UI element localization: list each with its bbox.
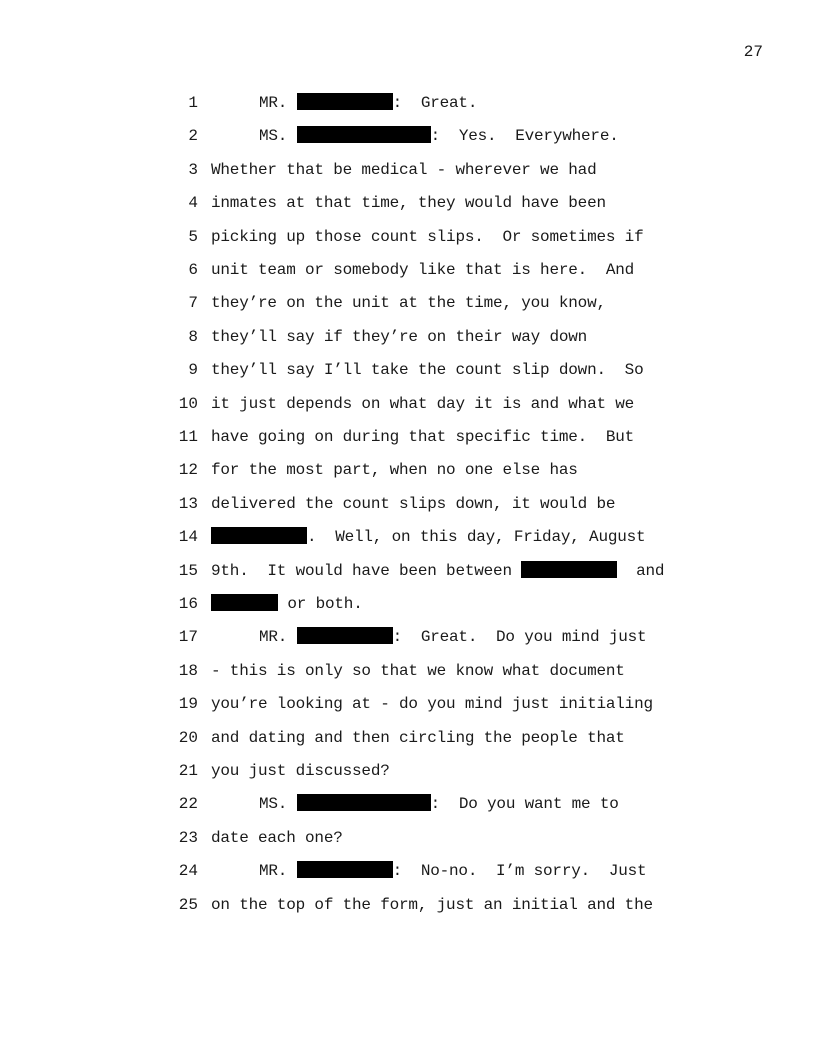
transcript-line [0, 895, 816, 915]
transcript-line [0, 694, 816, 714]
line-number: 15 [178, 561, 198, 580]
line-text [211, 260, 634, 280]
transcript-line [0, 594, 816, 614]
line-number: 14 [178, 528, 198, 547]
line-text [211, 694, 653, 714]
text-segment: it just depends on what day it is and what we [211, 394, 635, 413]
line-number: 23 [178, 828, 198, 847]
transcript-line [0, 494, 816, 514]
redaction-box [211, 594, 278, 611]
line-number: 19 [178, 695, 198, 714]
line-text [211, 594, 363, 614]
line-text [211, 494, 615, 514]
transcript-line [0, 460, 816, 480]
redaction-box [297, 93, 393, 110]
text-segment: unit team or somebody like that is here. And [211, 261, 635, 279]
transcript-line [0, 627, 816, 647]
text-segment: . Well, on this day, Friday, August [307, 528, 646, 547]
line-text [211, 327, 587, 347]
line-text [259, 627, 646, 647]
line-number: 9 [188, 361, 198, 380]
redaction-box [297, 861, 393, 878]
transcript-line [0, 861, 816, 881]
line-text [211, 561, 664, 581]
line-text [211, 360, 643, 380]
transcript-line [0, 260, 816, 280]
text-segment: : Do you want me to [430, 795, 619, 814]
text-segment: and dating and then circling the people that [211, 728, 625, 747]
transcript-line [0, 327, 816, 347]
line-text [211, 527, 645, 547]
text-segment: MR. [259, 628, 297, 647]
line-number: 25 [178, 895, 198, 914]
line-text [211, 828, 343, 848]
line-number: 1 [188, 94, 198, 112]
redaction-box [521, 561, 617, 578]
transcript-line [0, 93, 816, 113]
text-segment: you just discussed? [211, 762, 390, 780]
line-number: 8 [188, 327, 198, 346]
line-number: 12 [178, 461, 198, 480]
transcript-line [0, 794, 816, 814]
transcript-line [0, 661, 816, 681]
transcript-line [0, 427, 816, 447]
line-text [211, 193, 606, 213]
text-segment: : Great. [392, 94, 478, 112]
text-segment: : Yes. Everywhere. [430, 127, 619, 146]
text-segment: MS. [259, 127, 297, 146]
text-segment: they’ll say if they’re on their way down [211, 327, 588, 346]
line-text [211, 661, 625, 681]
line-text [211, 427, 634, 447]
text-segment: MR. [259, 862, 297, 881]
redaction-box [297, 627, 393, 644]
text-segment: inmates at that time, they would have been [211, 194, 606, 213]
redaction-box [297, 126, 431, 143]
text-segment: they’ll say I’ll take the count slip down. So [211, 361, 644, 380]
text-segment: delivered the count slips down, it would be [211, 494, 616, 513]
line-number: 7 [188, 294, 198, 313]
text-segment: or both. [278, 595, 363, 613]
line-number: 22 [178, 795, 198, 814]
redaction-box [297, 794, 431, 811]
text-segment: Whether that be medical - wherever we had [211, 160, 597, 179]
transcript-line [0, 227, 816, 247]
text-segment: MS. [259, 795, 297, 814]
transcript-line [0, 160, 816, 180]
text-segment: they’re on the unit at the time, you know, [211, 294, 606, 313]
line-text [211, 895, 653, 915]
line-number: 18 [178, 661, 198, 680]
line-number: 5 [188, 227, 198, 246]
transcript-line [0, 761, 816, 781]
redaction-box [211, 527, 307, 544]
text-segment: have going on during that specific time. But [211, 428, 635, 446]
line-number: 16 [178, 595, 198, 613]
line-text [211, 227, 643, 247]
transcript-line [0, 561, 816, 581]
text-segment: on the top of the form, just an initial and the [211, 895, 653, 914]
line-number: 13 [178, 494, 198, 513]
line-text [259, 861, 646, 881]
line-text [259, 794, 619, 814]
line-number: 17 [178, 628, 198, 647]
text-segment: you’re looking at - do you mind just initialing [211, 695, 653, 714]
line-text [259, 126, 619, 146]
line-text [211, 160, 596, 180]
transcript-line [0, 394, 816, 414]
text-segment: : Great. Do you mind just [392, 628, 647, 647]
line-number: 3 [188, 160, 198, 179]
text-segment: 9th. It would have been between [211, 561, 522, 580]
transcript-line [0, 728, 816, 748]
line-text [211, 293, 606, 313]
text-segment: picking up those count slips. Or sometimes if [211, 227, 644, 246]
line-number: 20 [178, 728, 198, 747]
text-segment: : No-no. I’m sorry. Just [392, 862, 647, 881]
page-number: 27 [743, 43, 763, 61]
text-segment: and [617, 561, 665, 580]
transcript-line [0, 126, 816, 146]
transcript-line [0, 293, 816, 313]
line-text [211, 460, 578, 480]
line-text [211, 728, 625, 748]
text-segment: MR. [259, 94, 297, 112]
transcript-line [0, 360, 816, 380]
line-number: 6 [188, 261, 198, 279]
text-segment: for the most part, when no one else has [211, 461, 578, 480]
line-number: 24 [178, 862, 198, 881]
line-text [259, 93, 477, 113]
transcript-line [0, 828, 816, 848]
transcript-line [0, 193, 816, 213]
text-segment: date each one? [211, 828, 343, 847]
line-text [211, 761, 390, 781]
line-number: 21 [178, 762, 198, 780]
transcript-line [0, 527, 816, 547]
line-number: 2 [188, 127, 198, 146]
text-segment: - this is only so that we know what document [211, 661, 625, 680]
line-text [211, 394, 634, 414]
line-number: 11 [178, 428, 198, 446]
line-number: 4 [188, 194, 198, 213]
line-number: 10 [178, 394, 198, 413]
